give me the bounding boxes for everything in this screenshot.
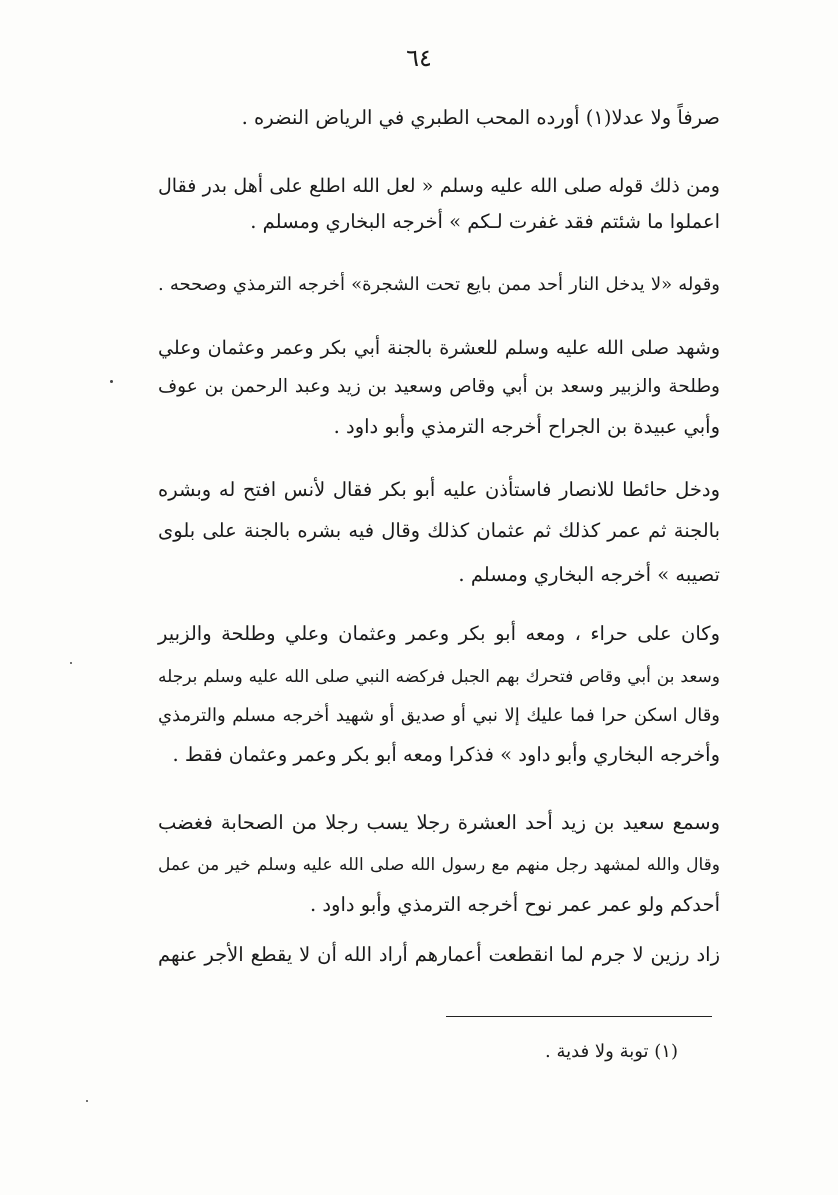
text-line: أحدكم ولو عمر عمر نوح أخرجه الترمذي وأبو داود .	[309, 893, 720, 916]
page-number: ٦٤	[406, 44, 432, 72]
text-line: ودخل حائطا للانصار فاستأذن عليه أبو بكر فقال لأنس افتح له وبشره	[158, 478, 720, 501]
text-line: وشهد صلى الله عليه وسلم للعشرة بالجنة أبي بكر وعمر وعثمان وعلي	[158, 337, 720, 359]
text-line: وسمع سعيد بن زيد أحد العشرة رجلا يسب رجلا من الصحابة فغضب	[158, 811, 720, 834]
text-line: وكان على حراء ، ومعه أبو بكر وعمر وعثمان وعلي وطلحة والزبير	[158, 622, 720, 645]
text-line: ومن ذلك قوله صلى الله عليه وسلم « لعل الله اطلع على أهل بدر فقال	[158, 175, 720, 197]
scan-speck	[86, 1100, 88, 1102]
text-line: صرفاً ولا عدلا(١) أورده المحب الطبري في الرياض النضره .	[241, 106, 720, 129]
text-line: وسعد بن أبي وقاص فتحرك بهم الجبل فركضه النبي صلى الله عليه وسلم برجله	[158, 667, 720, 687]
footnote-divider	[446, 1016, 712, 1017]
scan-speck	[110, 380, 113, 383]
text-line: وأبي عبيدة بن الجراح أخرجه الترمذي وأبو داود .	[333, 415, 720, 438]
text-line: بالجنة ثم عمر كذلك ثم عثمان كذلك وقال فيه بشره بالجنة على بلوى	[158, 519, 720, 542]
text-line: وأخرجه البخاري وأبو داود » فذكرا ومعه أبو بكر وعمر وعثمان فقط .	[172, 743, 720, 766]
text-line: اعملوا ما شئتم فقد غفرت لـكم » أخرجه البخاري ومسلم .	[250, 210, 720, 233]
text-line: وقال اسكن حرا فما عليك إلا نبي أو صديق أو شهيد أخرجه مسلم والترمذي	[158, 705, 720, 726]
text-line: وقوله «لا يدخل النار أحد ممن بايع تحت الشجرة» أخرجه الترمذي وصححه .	[158, 274, 720, 295]
text-line: زاد رزين لا جرم لما انقطعت أعمارهم أراد الله أن لا يقطع الأجر عنهم	[158, 943, 720, 966]
text-line: وقال والله لمشهد رجل منهم مع رسول الله صلى الله عليه وسلم خير من عمل	[158, 855, 720, 875]
text-line: تصيبه » أخرجه البخاري ومسلم .	[458, 563, 720, 586]
footnote: (١) توبة ولا فدية .	[545, 1041, 678, 1062]
text-line: وطلحة والزبير وسعد بن أبي وقاص وسعيد بن زيد وعبد الرحمن بن عوف	[158, 376, 720, 397]
scan-speck	[70, 662, 72, 664]
